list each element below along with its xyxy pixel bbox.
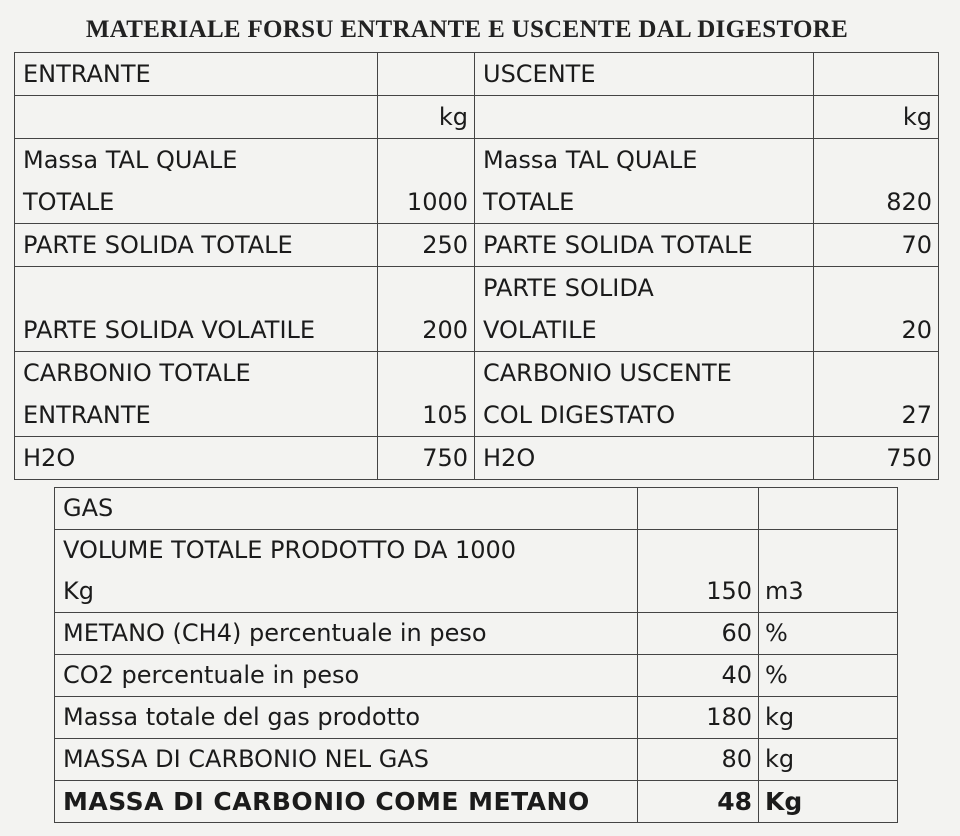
row-value-in: 200 bbox=[378, 267, 475, 352]
row-value-out: 70 bbox=[814, 224, 939, 267]
header-empty-value bbox=[638, 488, 759, 530]
row-value-in: 1000 bbox=[378, 139, 475, 224]
gas-label: MASSA DI CARBONIO NEL GAS bbox=[55, 739, 638, 781]
row-label-in: H2O bbox=[15, 437, 378, 480]
gas-unit: m3 bbox=[759, 530, 898, 613]
row-value-out: 750 bbox=[814, 437, 939, 480]
header-uscente: USCENTE bbox=[475, 53, 814, 96]
gas-value: 48 bbox=[638, 781, 759, 823]
unit-row bbox=[15, 96, 939, 139]
row-label-out: CARBONIO USCENTE COL DIGESTATO bbox=[475, 352, 814, 437]
document-title: MATERIALE FORSU ENTRANTE E USCENTE DAL DIGESTORE bbox=[85, 16, 849, 43]
header-empty-out bbox=[814, 53, 939, 96]
gas-unit: % bbox=[759, 655, 898, 697]
header-empty-in bbox=[378, 53, 475, 96]
row-label-out: Massa TAL QUALE TOTALE bbox=[475, 139, 814, 224]
gas-unit: Kg bbox=[759, 781, 898, 823]
gas-label: MASSA DI CARBONIO COME METANO bbox=[55, 781, 638, 823]
unit-in: kg bbox=[378, 96, 475, 139]
gas-label: Massa totale del gas prodotto bbox=[55, 697, 638, 739]
table-row bbox=[15, 267, 939, 352]
header-empty-unit bbox=[759, 488, 898, 530]
gas-unit: kg bbox=[759, 739, 898, 781]
gas-table bbox=[54, 487, 898, 823]
table-row bbox=[15, 139, 939, 224]
row-value-in: 250 bbox=[378, 224, 475, 267]
table-row bbox=[15, 224, 939, 267]
row-label-in: Massa TAL QUALE TOTALE bbox=[15, 139, 378, 224]
gas-row-methane-carbon bbox=[55, 781, 898, 823]
table-header-row bbox=[15, 53, 939, 96]
gas-unit: % bbox=[759, 613, 898, 655]
gas-label: VOLUME TOTALE PRODOTTO DA 1000 Kg bbox=[55, 530, 638, 613]
gas-value: 180 bbox=[638, 697, 759, 739]
row-label-out: PARTE SOLIDA VOLATILE bbox=[475, 267, 814, 352]
gas-label: CO2 percentuale in peso bbox=[55, 655, 638, 697]
row-value-out: 820 bbox=[814, 139, 939, 224]
row-label-out: PARTE SOLIDA TOTALE bbox=[475, 224, 814, 267]
unit-row-empty-in bbox=[15, 96, 378, 139]
unit-out: kg bbox=[814, 96, 939, 139]
materials-table bbox=[14, 52, 939, 480]
gas-row bbox=[55, 697, 898, 739]
gas-unit: kg bbox=[759, 697, 898, 739]
row-value-out: 20 bbox=[814, 267, 939, 352]
gas-label: METANO (CH4) percentuale in peso bbox=[55, 613, 638, 655]
table-row bbox=[15, 352, 939, 437]
gas-row bbox=[55, 530, 898, 613]
row-label-in: PARTE SOLIDA VOLATILE bbox=[15, 267, 378, 352]
unit-row-empty-out bbox=[475, 96, 814, 139]
gas-row bbox=[55, 739, 898, 781]
row-label-out: H2O bbox=[475, 437, 814, 480]
row-value-in: 750 bbox=[378, 437, 475, 480]
gas-row bbox=[55, 613, 898, 655]
gas-value: 40 bbox=[638, 655, 759, 697]
row-label-in: CARBONIO TOTALE ENTRANTE bbox=[15, 352, 378, 437]
header-gas: GAS bbox=[55, 488, 638, 530]
gas-value: 80 bbox=[638, 739, 759, 781]
row-value-out: 27 bbox=[814, 352, 939, 437]
gas-value: 60 bbox=[638, 613, 759, 655]
row-label-in: PARTE SOLIDA TOTALE bbox=[15, 224, 378, 267]
gas-row bbox=[55, 655, 898, 697]
gas-header-row bbox=[55, 488, 898, 530]
gas-value: 150 bbox=[638, 530, 759, 613]
table-row bbox=[15, 437, 939, 480]
header-entrante: ENTRANTE bbox=[15, 53, 378, 96]
row-value-in: 105 bbox=[378, 352, 475, 437]
